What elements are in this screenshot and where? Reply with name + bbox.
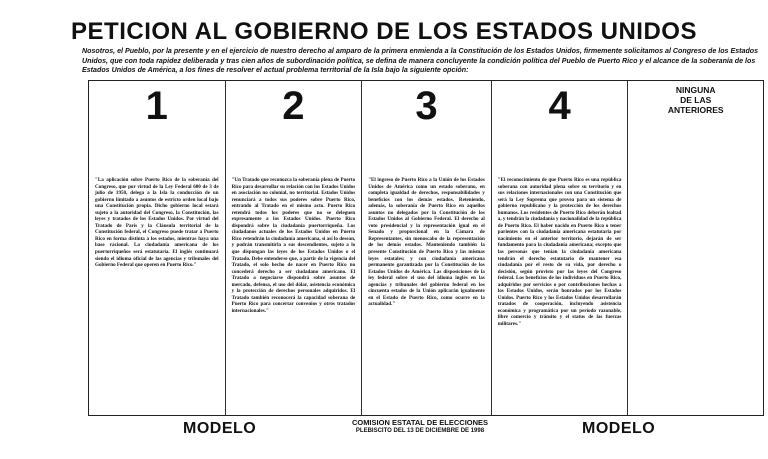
option-description: "Un Tratado que reconozca la soberanía plena de Puerto Rico para desarrollar su relación con los Estados Unidos en asociación no colonial, no territorial. Estados Unidos renunciará a todos sus poderes sobre Puerto Rico, entrando al Tratado en el mismo acto. Puerto Rico retendrá todos los poderes que no se deleguen expresamente a los Estados Unidos. Puerto Rico dispondrá sobre la ciudadanía puertorriqueña. Los ciudadanos actuales de los Estados Unidos en Puerto Rico retendrán la ciudadanía americana, si así lo desean, y podrán transmitirla a sus descendientes, sujeto a lo que dispongan las leyes de los Estados Unidos o el Tratado. Debe entenderse que, a partir de la vigencia del Tratado, el solo hecho de nacer en Puerto Rico no concederá derecho a ser ciudadano americano. El Tratado a negociarse dispondrá sobre asuntos de mercado, defensa, el uso del dólar, asistencia económica y la protección de derechos personales adquiridos. El Tratado también reconocerá la capacidad soberana de Puerto Rico para concertar convenios y otros tratados internacionales." <box>231 177 356 314</box>
option-number: 2 <box>282 84 305 128</box>
option-number: 1 <box>145 84 168 128</box>
option-column-4[interactable] <box>492 81 629 415</box>
option-column-2[interactable] <box>226 81 363 415</box>
option-number: 3 <box>415 84 438 128</box>
ballot-table <box>88 80 764 416</box>
footer-commission <box>330 418 510 435</box>
option-description: "El ingreso de Puerto Rico a la Unión de los Estados Unidos de América como un estado soberano, en completa igualdad de derechos, responsabilidades y beneficios con los demás estados. Reteniendo, además, la soberanía de Puerto Rico en aquellos asuntos no delegados por la Constitución de los Estados Unidos al Gobierno Federal. El derecho al voto presidencial y la representación igual en el Senado y proporcional en la Cámara de Representantes, sin menoscabo de la representación de los demás estados. Manteniendo también la presente Constitución de Puerto Rico y las mismas leyes estatales; y con ciudadanía americana permanente garantizada por la Constitución de los Estados Unidos de América. Las disposiciones de la ley federal sobre el uso del idioma inglés en las agencias y tribunales del gobierno federal en los cincuenta estados de la Unión aplicarán igualmente en el Estado de Puerto Rico, como ocurre en la actualidad." <box>368 177 485 308</box>
page-title: PETICION AL GOBIERNO DE LOS ESTADOS UNIDOS <box>71 18 697 45</box>
modelo-label-right: MODELO <box>582 420 656 437</box>
option-column-3[interactable] <box>362 81 492 415</box>
option-description: "El reconocimiento de que Puerto Rico es una república soberana con autoridad plena sobre su territorio y en sus relaciones internacionales con una Constitución que será la Ley Suprema que provea para un sistema de gobierno republicano y la protección de los derechos humanos. Los residentes de Puerto Rico deberán lealtad a, y tendrán la ciudadanía y nacionalidad de la república de Puerto Rico. El haber nacido en Puerto Rico o tener parientes con la ciudadanía americana estatutaria por nacimiento en el anterior territorio, dejarán de ser fundamento para la ciudadanía americana; excepto que las personas que tenían la ciudadanía americana tendrán el derecho estatutario de mantener esa ciudadanía por el resto de su vida, por derecho o decisión, según provisto por las leyes del Congreso federal. Los beneficios de los individuos en Puerto Rico, adquiridos por servicios o por contribuciones hechas a los Estados Unidos, serán honrados por los Estados Unidos. Puerto Rico y los Estados Unidos desarrollarán tratados de cooperación, incluyendo asistencia económica y programática por un período razonable, libre comercio y tránsito y el status de las fuerzas militares." <box>497 177 622 328</box>
petition-intro: Nosotros, el Pueblo, por la presente y en el ejercicio de nuestro derecho al amparo de la primera enmienda a la Constitución de los Estados Unidos, firmemente solicitamos al Congreso de los Estados Unidos, que con toda rapidez deliberada y tras cien años de subordinación política, se defina de manera concluyente la condición política del Pueblo de Puerto Rico y el alcance de la soberanía de los Estados Unidos de América, a los fines de resolver el actual problema territorial de la Isla bajo la siguiente opción: <box>82 47 759 75</box>
option-number: 4 <box>548 84 571 128</box>
option-column-none[interactable] <box>628 81 763 415</box>
option-column-1[interactable] <box>89 81 226 415</box>
option-none-label: NINGUNA DE LAS ANTERIORES <box>667 85 724 115</box>
plebiscite-date: PLEBISCITO DEL 13 DE DICIEMBRE DE 1998 <box>355 428 485 434</box>
modelo-label-left: MODELO <box>183 420 257 437</box>
commission-name: COMISION ESTATAL DE ELECCIONES <box>351 418 489 427</box>
option-description: "La aplicación sobre Puerto Rico de la soberanía del Congreso, que por virtud de la Ley Federal 600 de 3 de julio de 1950, delega a la Isla la conducción de un gobierno limitado a asuntos de estricto orden local bajo una Constitución propia. Dicho gobierno local estará sujeto a la autoridad del Congreso, la Constitución, las leyes y tratados de los Estados Unidos. Por virtud del Tratado de París y la Cláusula territorial de la Constitución federal, el Congreso puede tratar a Puerto Rico en forma distinta a los estados, mientras haya una base racional. La ciudadanía americana de los puertorriqueños será estatutaria. El inglés continuará siendo el idioma oficial de las agencias y tribunales del Gobierno Federal que operen en Puerto Rico." <box>95 177 219 269</box>
